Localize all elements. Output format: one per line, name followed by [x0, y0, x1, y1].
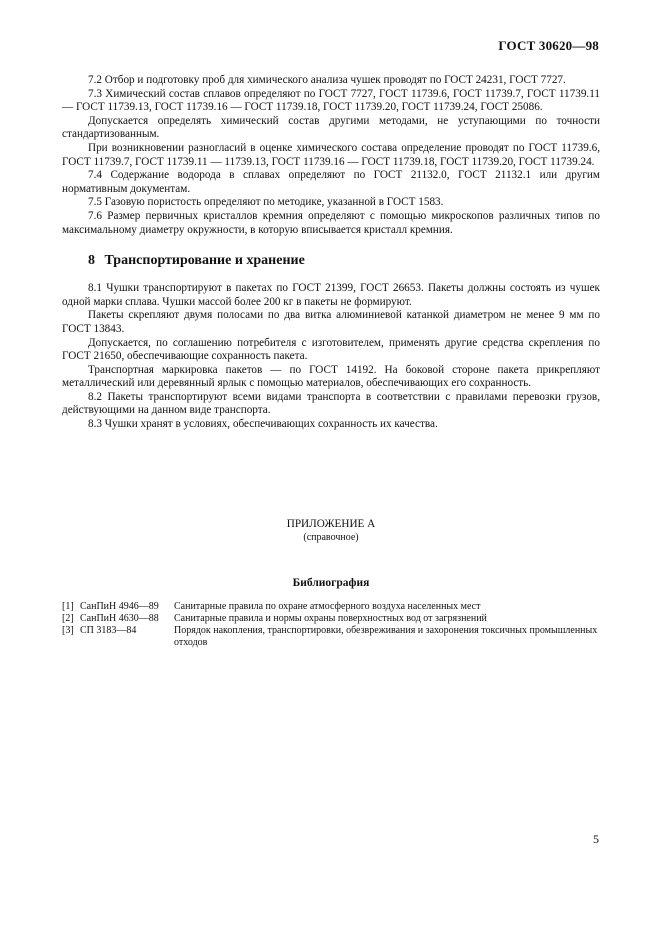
bibliography-item-number: [2]	[62, 613, 74, 624]
document-code-header: ГОСТ 30620—98	[498, 38, 599, 53]
bibliography-item-text: Санитарные правила и нормы охраны поверхностных вод от загрязнений	[174, 613, 487, 624]
bibliography-item-number: [1]	[62, 601, 74, 612]
paragraph-7-5: 7.5 Газовую пористость определяют по методике, указанной в ГОСТ 1583.	[88, 196, 444, 209]
appendix-title: ПРИЛОЖЕНИЕ А	[286, 518, 376, 530]
paragraph-8-1-strapping: Пакеты скрепляют двумя полосами по два витка алюминиевой катанкой диаметром не менее 9 мм по ГОСТ 13843.	[62, 309, 600, 335]
main-content	[62, 74, 600, 432]
section-8-number: 8	[88, 253, 95, 269]
paragraph-7-3: 7.3 Химический состав сплавов определяют по ГОСТ 7727, ГОСТ 11739.6, ГОСТ 11739.7, ГОСТ 11739.11 — ГОСТ 11739.13, ГОСТ 11739.16 — ГОСТ 11739.18, ГОСТ 11739.20, ГОСТ 11739.24, ГОСТ 25086.	[62, 87, 600, 114]
paragraph-7-4: 7.4 Содержание водорода в сплавах определяют по ГОСТ 21132.0, ГОСТ 21132.1 или другим нормативным документам.	[62, 169, 600, 195]
bibliography-item-text: Порядок накопления, транспортировки, обезвреживания и захоронения токсичных промышленных отходов	[174, 625, 598, 648]
appendix-note: (справочное)	[303, 532, 359, 543]
section-8-heading	[62, 253, 600, 269]
paragraph-8-1-marking: Транспортная маркировка пакетов — по ГОСТ 14192. На боковой стороне пакета прикрепляют металлический или деревянный ярлык с помощью материалов, обеспечивающих его сохранность.	[62, 363, 600, 390]
appendix-heading	[62, 518, 600, 544]
bibliography-title: Библиография	[292, 577, 370, 589]
paragraph-7-3-alt-methods: Допускается определять химический состав другими методами, не уступающими по точности стандартизованным.	[62, 114, 600, 141]
paragraph-8-1-alt-fastening: Допускается, по соглашению потребителя с изготовителем, применять другие средства скрепления по ГОСТ 21650, обеспечивающие сохранность пакета.	[62, 336, 600, 363]
bibliography-item	[62, 625, 600, 649]
bibliography-item-text: Санитарные правила по охране атмосферного воздуха населенных мест	[174, 601, 481, 612]
paragraph-8-1: 8.1 Чушки транспортируют в пакетах по ГОСТ 21399, ГОСТ 26653. Пакеты должны состоять из чушек одной марки сплава. Чушки массой более 200 кг в пакеты не формируют.	[62, 282, 600, 308]
paragraph-8-3: 8.3 Чушки хранят в условиях, обеспечивающих сохранность их качества.	[88, 418, 438, 431]
paragraph-7-2: 7.2 Отбор и подготовку проб для химического анализа чушек проводят по ГОСТ 24231, ГОСТ 7727.	[88, 74, 566, 86]
section-8-title: Транспортирование и хранение	[104, 253, 305, 269]
paragraph-7-6: 7.6 Размер первичных кристаллов кремния определяют с помощью микроскопов различных типов по максимальному диаметру окружности, в которую вписывается кристалл кремния.	[62, 209, 600, 236]
bibliography-item-code: СП 3183—84	[80, 625, 137, 636]
page-number: 5	[593, 832, 599, 846]
bibliography-list	[62, 601, 600, 649]
bibliography-item	[62, 613, 600, 625]
bibliography-item	[62, 601, 600, 613]
bibliography-item-number: [3]	[62, 625, 74, 636]
bibliography-item-code: СанПиН 4630—88	[80, 613, 159, 624]
paragraph-7-3-disputes: При возникновении разногласий в оценке химического состава определение проводят по ГОСТ 11739.6, ГОСТ 11739.7, ГОСТ 11739.11 — 11739.13, ГОСТ 11739.16 — ГОСТ 11739.18, ГОСТ 11739.20, ГОСТ 11739.24.	[62, 141, 600, 168]
bibliography-item-code: СанПиН 4946—89	[80, 601, 159, 612]
paragraph-8-2: 8.2 Пакеты транспортируют всеми видами транспорта в соответствии с правилами перевозки грузов, действующими на данном виде транспорта.	[62, 390, 600, 417]
